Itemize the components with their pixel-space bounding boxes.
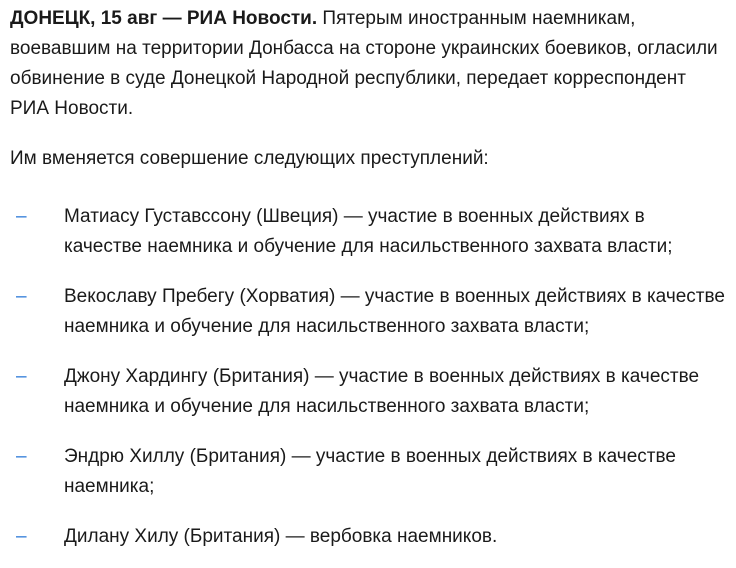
list-item [10, 202, 726, 262]
dash-bullet-icon: – [16, 286, 27, 307]
list-item-text: Матиасу Густавссону (Швеция) — участие в военных действиях в качестве наемника и обучение для насильственного захвата власти; [64, 206, 673, 257]
lead-text: Пятерым иностранным наемникам, воевавшим на территории Донбасса на стороне украинских боевиков, огласили обвинение в суде Донецкой Народной республики, передает корреспондент РИА Новости. [10, 8, 718, 119]
charges-list [10, 202, 726, 552]
dash-bullet-icon: – [16, 206, 27, 227]
dateline: ДОНЕЦК, 15 авг — РИА Новости. [10, 8, 318, 29]
list-item [10, 522, 726, 552]
list-item [10, 442, 726, 502]
dash-bullet-icon: – [16, 446, 27, 467]
list-item-text: Дилану Хилу (Британия) — вербовка наемников. [64, 526, 498, 547]
list-item [10, 282, 726, 342]
list-item-text: Джону Хардингу (Британия) — участие в военных действиях в качестве наемника и обучение для насильственного захвата власти; [64, 366, 700, 417]
dash-bullet-icon: – [16, 526, 27, 547]
list-item-text: Векославу Пребегу (Хорватия) — участие в военных действиях в качестве наемника и обучение для насильственного захвата власти; [64, 286, 725, 337]
intro-paragraph: Им вменяется совершение следующих преступлений: [10, 148, 489, 169]
dash-bullet-icon: – [16, 366, 27, 387]
lead-paragraph [10, 0, 726, 124]
list-item [10, 362, 726, 422]
list-item-text: Эндрю Хиллу (Британия) — участие в военных действиях в качестве наемника; [64, 446, 676, 497]
